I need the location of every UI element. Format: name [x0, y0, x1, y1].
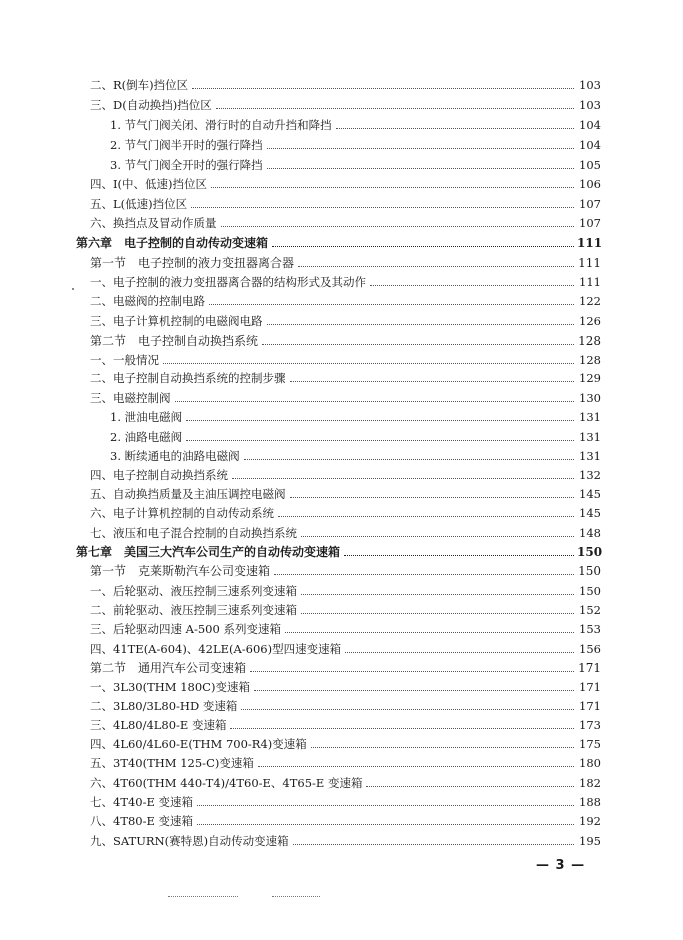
toc-entry-page: 104 [579, 118, 601, 132]
toc-entry [0, 657, 683, 675]
toc-entry-title: 二、R(倒车)挡位区 [90, 78, 189, 92]
toc-entry [0, 94, 683, 112]
toc-entry [0, 74, 683, 92]
toc-entry-title: 第七章 美国三大汽车公司生产的自动传动变速箱 [76, 545, 341, 559]
dot-leader [250, 671, 574, 672]
dot-leader [230, 728, 574, 729]
dot-leader [290, 497, 575, 498]
toc-entry-page: 103 [579, 98, 601, 112]
toc-entry-page: 111 [577, 236, 603, 250]
toc-entry [0, 310, 683, 328]
toc-entry-page: 131 [579, 410, 601, 424]
toc-entry [0, 134, 683, 152]
toc-entry-title: 三、4L80/4L80-E 变速箱 [90, 718, 227, 732]
toc-entry-title: 二、3L80/3L80-HD 变速箱 [90, 699, 238, 713]
toc-entry [0, 464, 683, 482]
toc-entry-title: 一、后轮驱动、液压控制三速系列变速箱 [90, 584, 297, 598]
dot-leader [267, 324, 575, 325]
dot-leader [344, 555, 574, 556]
toc-entry-title: 一、3L30(THM 180C)变速箱 [90, 680, 250, 694]
toc-entry-title: 3. 节气门阀全开时的强行降挡 [110, 158, 263, 172]
toc-entry-title: 第一节 电子控制的液力变扭器离合器 [90, 256, 295, 270]
toc-entry [0, 560, 683, 578]
toc-entry-page: 145 [579, 506, 601, 520]
toc-entry [0, 502, 683, 520]
toc-entry [0, 252, 683, 270]
dot-leader [232, 478, 574, 479]
toc-entry-title: 五、L(低速)挡位区 [90, 197, 188, 211]
toc-entry-title: 二、前轮驱动、液压控制三速系列变速箱 [90, 603, 297, 617]
toc-entry [0, 330, 683, 348]
toc-entry-title: 1. 泄油电磁阀 [110, 410, 183, 424]
toc-entry-title: 三、电子计算机控制的电磁阀电路 [90, 314, 263, 328]
toc-entry [0, 599, 683, 617]
toc-entry [0, 387, 683, 405]
dot-leader [209, 304, 574, 305]
toc-entry-page: 171 [579, 699, 601, 713]
toc-entry-title: 二、电子控制自动换挡系统的控制步骤 [90, 371, 286, 385]
toc-entry-page: 152 [579, 603, 601, 617]
toc-entry-title: 三、电磁控制阀 [90, 391, 171, 405]
toc-entry [0, 426, 683, 444]
toc-entry [0, 714, 683, 732]
toc-entry-title: 七、4T40-E 变速箱 [90, 795, 194, 809]
toc-entry-page: 153 [579, 622, 601, 636]
toc-entry-title: 3. 断续通电的油路电磁阀 [110, 449, 240, 463]
toc-entry-title: 三、D(自动换挡)挡位区 [90, 98, 212, 112]
page-number: — 3 — [536, 858, 586, 873]
toc-entry-title: 四、4L60/4L60-E(THM 700-R4)变速箱 [90, 737, 307, 751]
toc-entry-page: 188 [579, 795, 601, 809]
toc-entry-page: 195 [579, 834, 601, 848]
toc-entry [0, 114, 683, 132]
speck [72, 288, 74, 290]
toc-entry-page: 130 [579, 391, 601, 405]
dot-leader [285, 632, 574, 633]
toc-entry-title: 五、自动换挡质量及主油压调控电磁阀 [90, 487, 286, 501]
dot-leader [216, 108, 574, 109]
dot-leader [311, 747, 574, 748]
toc-entry [0, 154, 683, 172]
toc-entry [0, 580, 683, 598]
toc-entry-title: 八、4T80-E 变速箱 [90, 814, 194, 828]
toc-entry [0, 638, 683, 656]
toc-entry-title: 四、电子控制自动换挡系统 [90, 468, 228, 482]
toc-entry-page: 150 [579, 584, 601, 598]
toc-entry-title: 三、后轮驱动四速 A-500 系列变速箱 [90, 622, 281, 636]
dot-leader [186, 420, 574, 421]
toc-entry [0, 618, 683, 636]
dot-leader [254, 690, 574, 691]
toc-entry-title: 2. 油路电磁阀 [110, 430, 183, 444]
toc-entry-page: 129 [579, 371, 601, 385]
toc-entry-title: 六、换挡点及冒动作质量 [90, 216, 217, 230]
dot-leader [301, 613, 574, 614]
dot-leader [186, 440, 574, 441]
toc-entry-page: 148 [579, 526, 601, 540]
dot-leader [301, 536, 574, 537]
dot-leader [336, 128, 574, 129]
toc-entry [0, 541, 683, 559]
dot-leader [345, 652, 574, 653]
toc-entry [0, 445, 683, 463]
toc-entry [0, 483, 683, 501]
toc-entry [0, 290, 683, 308]
toc-entry [0, 695, 683, 713]
dot-leader [290, 381, 575, 382]
toc-entry-page: 128 [579, 353, 601, 367]
dot-leader [197, 824, 574, 825]
toc-entry-page: 106 [579, 177, 601, 191]
dot-leader [175, 401, 575, 402]
toc-entry-title: 一、电子控制的液力变扭器离合器的结构形式及其动作 [90, 275, 366, 289]
dot-leader [274, 574, 574, 575]
toc-entry [0, 830, 683, 848]
toc-entry-page: 126 [579, 314, 601, 328]
dot-leader [293, 844, 574, 845]
toc-entry [0, 212, 683, 230]
toc-entry-page: 104 [579, 138, 601, 152]
toc-entry [0, 733, 683, 751]
toc-entry-page: 131 [579, 449, 601, 463]
toc-entry-title: 五、3T40(THM 125-C)变速箱 [90, 756, 254, 770]
dot-leader [366, 786, 574, 787]
toc-entry [0, 173, 683, 191]
dot-leader [301, 594, 574, 595]
dot-leader [267, 148, 574, 149]
dot-leader [192, 88, 574, 89]
toc-entry [0, 367, 683, 385]
toc-entry [0, 232, 683, 250]
bottom-mark [272, 896, 320, 897]
dot-leader [278, 516, 574, 517]
toc-entry-page: 111 [579, 275, 601, 289]
toc-entry [0, 752, 683, 770]
toc-entry-page: 182 [579, 776, 601, 790]
toc-entry [0, 271, 683, 289]
toc-entry-title: 第二节 通用汽车公司变速箱 [90, 661, 247, 675]
toc-entry-title: 六、电子计算机控制的自动传动系统 [90, 506, 274, 520]
dot-leader [191, 207, 574, 208]
toc-entry [0, 676, 683, 694]
toc-entry-title: 第六章 电子控制的自动传动变速箱 [76, 236, 269, 250]
toc-entry-page: 192 [579, 814, 601, 828]
dot-leader [262, 344, 574, 345]
toc-entry-title: 第一节 克莱斯勒汽车公司变速箱 [90, 564, 271, 578]
toc-entry [0, 810, 683, 828]
toc-entry-title: 2. 节气门阀半开时的强行降挡 [110, 138, 263, 152]
dot-leader [211, 187, 574, 188]
dot-leader [272, 246, 574, 247]
bottom-mark [168, 896, 238, 897]
toc-entry-page: 171 [578, 661, 601, 675]
toc-entry [0, 791, 683, 809]
toc-entry-title: 四、I(中、低速)挡位区 [90, 177, 208, 191]
toc-entry-page: 175 [579, 737, 601, 751]
toc-entry-page: 145 [579, 487, 601, 501]
toc-entry-page: 111 [578, 256, 601, 270]
toc-entry-page: 180 [579, 756, 601, 770]
toc-entry [0, 349, 683, 367]
toc-entry [0, 193, 683, 211]
toc-entry-title: 六、4T60(THM 440-T4)/4T60-E、4T65-E 变速箱 [90, 776, 363, 790]
toc-entry-title: 第二节 电子控制自动换挡系统 [90, 334, 259, 348]
dot-leader [244, 459, 574, 460]
toc-entry-page: 156 [579, 642, 601, 656]
dot-leader [267, 168, 574, 169]
toc-entry-page: 122 [579, 294, 601, 308]
toc-entry-title: 九、SATURN(赛特恩)自动传动变速箱 [90, 834, 289, 848]
dot-leader [221, 226, 575, 227]
toc-entry-page: 150 [577, 545, 603, 559]
toc-entry [0, 522, 683, 540]
toc-entry-page: 128 [578, 334, 601, 348]
toc-entry-page: 132 [579, 468, 601, 482]
toc-entry-page: 173 [579, 718, 601, 732]
toc-entry-page: 107 [579, 216, 601, 230]
dot-leader [370, 285, 574, 286]
toc-entry-title: 1. 节气门阀关闭、滑行时的自动升挡和降挡 [110, 118, 332, 132]
toc-entry-page: 131 [579, 430, 601, 444]
dot-leader [298, 266, 574, 267]
toc-entry-title: 一、一般情况 [90, 353, 159, 367]
toc-entry-title: 四、41TE(A-604)、42LE(A-606)型四速变速箱 [90, 642, 342, 656]
toc-entry-page: 103 [579, 78, 601, 92]
dot-leader [241, 709, 574, 710]
toc-entry-page: 105 [579, 158, 601, 172]
dot-leader [197, 805, 574, 806]
toc-entry-title: 二、电磁阀的控制电路 [90, 294, 205, 308]
dot-leader [258, 766, 574, 767]
toc-entry [0, 406, 683, 424]
toc-entry-page: 150 [578, 564, 601, 578]
dot-leader [163, 363, 574, 364]
toc-entry [0, 772, 683, 790]
toc-entry-page: 107 [579, 197, 601, 211]
toc-entry-page: 171 [579, 680, 601, 694]
toc-entry-title: 七、液压和电子混合控制的自动换挡系统 [90, 526, 297, 540]
